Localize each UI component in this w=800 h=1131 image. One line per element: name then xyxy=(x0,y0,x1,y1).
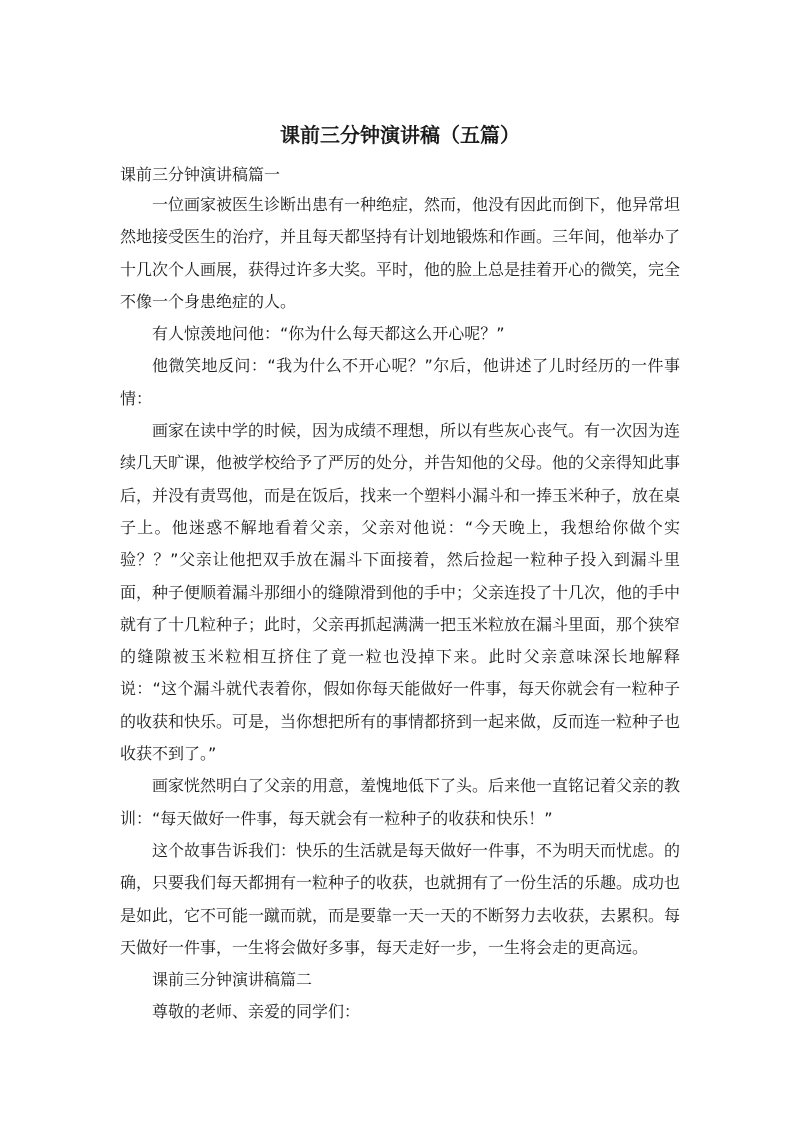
paragraph-diagnosis: 一位画家被医生诊断出患有一种绝症，然而，他没有因此而倒下，他异常坦然地接受医生的治疗，并且每天都坚持有计划地锻炼和作画。三年间，他举办了十几次个人画展，获得过许多大奖。平时，他的脸上总是挂着开心的微笑，完全不像一个身患绝症的人。 xyxy=(120,195,681,311)
paragraph-lesson: 这个故事告诉我们：快乐的生活就是每天做好一件事，不为明天而忧虑。的确，只要我们每天都拥有一粒种子的收获，也就拥有了一份生活的乐趣。成功也是如此，它不可能一蹴而就，而是要靠一天一天的不断努力去收获，去累积。每天做好一件事，一生将会做好多事，每天走好一步，一生将会走的更高远。 xyxy=(120,840,681,957)
document-body xyxy=(120,189,680,1029)
paragraph-realization: 画家恍然明白了父亲的用意，羞愧地低下了头。后来他一直铭记着父亲的教训：“每天做好一件事，每天就会有一粒种子的收获和快乐！” xyxy=(120,776,681,828)
section-one-heading: 课前三分钟演讲稿篇一 xyxy=(120,165,281,184)
paragraph-question: 有人惊羡地问他：“你为什么每天都这么开心呢？” xyxy=(152,324,505,344)
section-two-heading: 课前三分钟演讲稿篇二 xyxy=(152,970,313,990)
paragraph-reply: 他微笑地反问：“我为什么不开心呢？”尔后，他讲述了儿时经历的一件事情： xyxy=(120,356,680,408)
paragraph-funnel-story: 画家在读中学的时候，因为成绩不理想，所以有些灰心丧气。有一次因为连续几天旷课，他被学校给予了严厉的处分，并告知他的父母。他的父亲得知此事后，并没有责骂他，而是在饭后，找来一个塑料小漏斗和一捧玉米种子，放在桌子上。他迷惑不解地看着父亲，父亲对他说：“今天晚上，我想给你做个实验？？”父亲让他把双手放在漏斗下面接着，然后捡起一粒种子投入到漏斗里面，种子便顺着漏斗那细小的缝隙滑到他的手中；父亲连投了十几次，他的手中就有了十几粒种子；此时，父亲再抓起满满一把玉米粒放在漏斗里面，那个狭窄的缝隙被玉米粒相互挤住了竟一粒也没掉下来。此时父亲意味深长地解释说：“这个漏斗就代表着你，假如你每天能做好一件事，每天你就会有一粒种子的收获和快乐。可是，当你想把所有的事情都挤到一起来做，反而连一粒种子也收获不到了。” xyxy=(120,421,681,764)
paragraph-greeting: 尊敬的老师、亲爱的同学们： xyxy=(152,1002,361,1022)
document-title: 课前三分钟演讲稿（五篇） xyxy=(280,123,520,147)
